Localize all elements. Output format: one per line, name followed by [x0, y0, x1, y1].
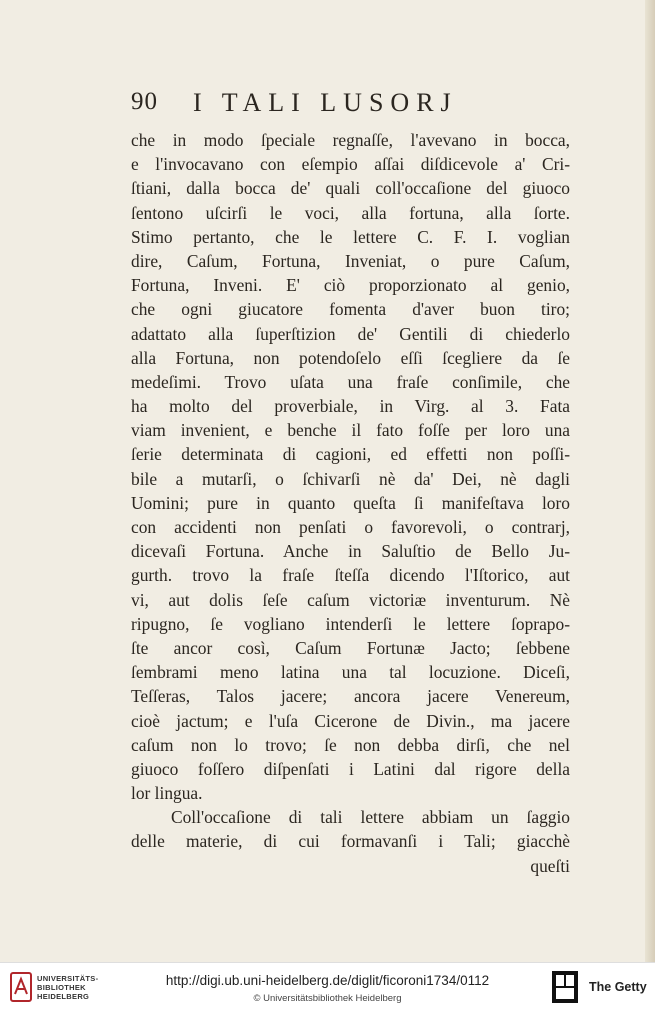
- text-line: ſtiani, dalla bocca de' quali coll'occaſione del giuoco: [131, 178, 570, 199]
- text-line: giuoco foſſero diſpenſati i Latini dal rigore della: [131, 758, 570, 779]
- text-line: ha molto del proverbiale, in Virg. al 3. Fata: [131, 396, 570, 417]
- text-line: alla Fortuna, non potendoſelo eſſi ſcegliere da ſe: [131, 347, 570, 368]
- text-line: viam invenient, e benche il fato foſſe per loro una: [131, 420, 570, 441]
- text-line: cioè jactum; e l'uſa Cicerone de Divin., ma jacere: [131, 710, 570, 731]
- text-line: che ogni giucatore fomenta d'aver buon tiro;: [131, 299, 570, 320]
- text-line: Stimo pertanto, che le lettere C. F. I. voglian: [131, 226, 570, 247]
- copyright-notice: © Universitätsbibliothek Heidelberg: [253, 993, 402, 1004]
- text-line: che in modo ſpeciale regnaſſe, l'avevano in bocca,: [131, 130, 570, 150]
- institution-name: UNIVERSITÄTS- BIBLIOTHEK HEIDELBERG: [37, 974, 99, 1001]
- body-text: [131, 128, 570, 878]
- running-title: I TALI LUSORJ: [193, 88, 458, 117]
- text-line: lor lingua.: [131, 783, 203, 804]
- text-line: Uomini; pure in quanto queſta ſi manifeſtava loro: [131, 492, 570, 513]
- getty-logo-icon: [552, 971, 578, 1003]
- text-line: ſembrami meno latina una tal locuzione. Diceſi,: [131, 662, 570, 683]
- catchword: queſti: [530, 855, 570, 876]
- text-line: ſentono uſcirſi le voci, alla fortuna, alla ſorte.: [131, 202, 570, 223]
- text-line: caſum non lo trovo; ſe non debba dirſi, che nel: [131, 734, 570, 755]
- text-line: ſte ancor così, Caſum Fortunæ Jacto; ſebbene: [131, 637, 570, 658]
- text-line: Teſſeras, Talos jacere; ancora jacere Venereum,: [131, 686, 570, 707]
- text-line: vi, aut dolis ſeſe caſum victoriæ inventurum. Nè: [131, 589, 570, 610]
- text-line: bile a mutarſi, o ſchivarſi nè da' Dei, nè dagli: [131, 468, 570, 489]
- viewer-footer: [0, 962, 655, 1012]
- text-line: e l'invocavano con eſempio aſſai diſdicevole a' Cri-: [131, 154, 570, 175]
- permalink-url[interactable]: http://digi.ub.uni-heidelberg.de/diglit/ficoroni1734/0112: [165, 973, 490, 988]
- page-header: [131, 88, 551, 124]
- text-line: delle materie, di cui formavanſi i Tali; giacchè: [131, 831, 570, 852]
- text-line: Coll'occaſione di tali lettere abbiam un ſaggio: [171, 807, 570, 828]
- text-line: dire, Caſum, Fortuna, Inveniat, o pure Caſum,: [131, 250, 570, 271]
- text-line: ripugno, ſe vogliano intenderſi le lettere ſoprapo-: [131, 613, 570, 634]
- text-line: con accidenti non penſati o favorevoli, o contrarj,: [131, 517, 570, 537]
- page-number: 90: [131, 88, 158, 115]
- text-line: medeſimi. Trovo uſata una fraſe conſimile, che: [131, 371, 570, 392]
- text-line: adattato alla ſuperſtizion de' Gentili di chiederlo: [131, 323, 570, 344]
- text-line: dicevaſi Fortuna. Anche in Saluſtio de Bello Ju-: [131, 541, 570, 562]
- text-line: ſerie determinata di cagioni, ed effetti non poſſi-: [131, 444, 570, 465]
- text-line: gurth. trovo la fraſe ſteſſa dicendo l'Iſtorico, aut: [131, 565, 570, 586]
- text-line: Fortuna, Inveni. E' ciò proporzionato al genio,: [131, 275, 570, 296]
- partner-name: The Getty: [589, 980, 647, 994]
